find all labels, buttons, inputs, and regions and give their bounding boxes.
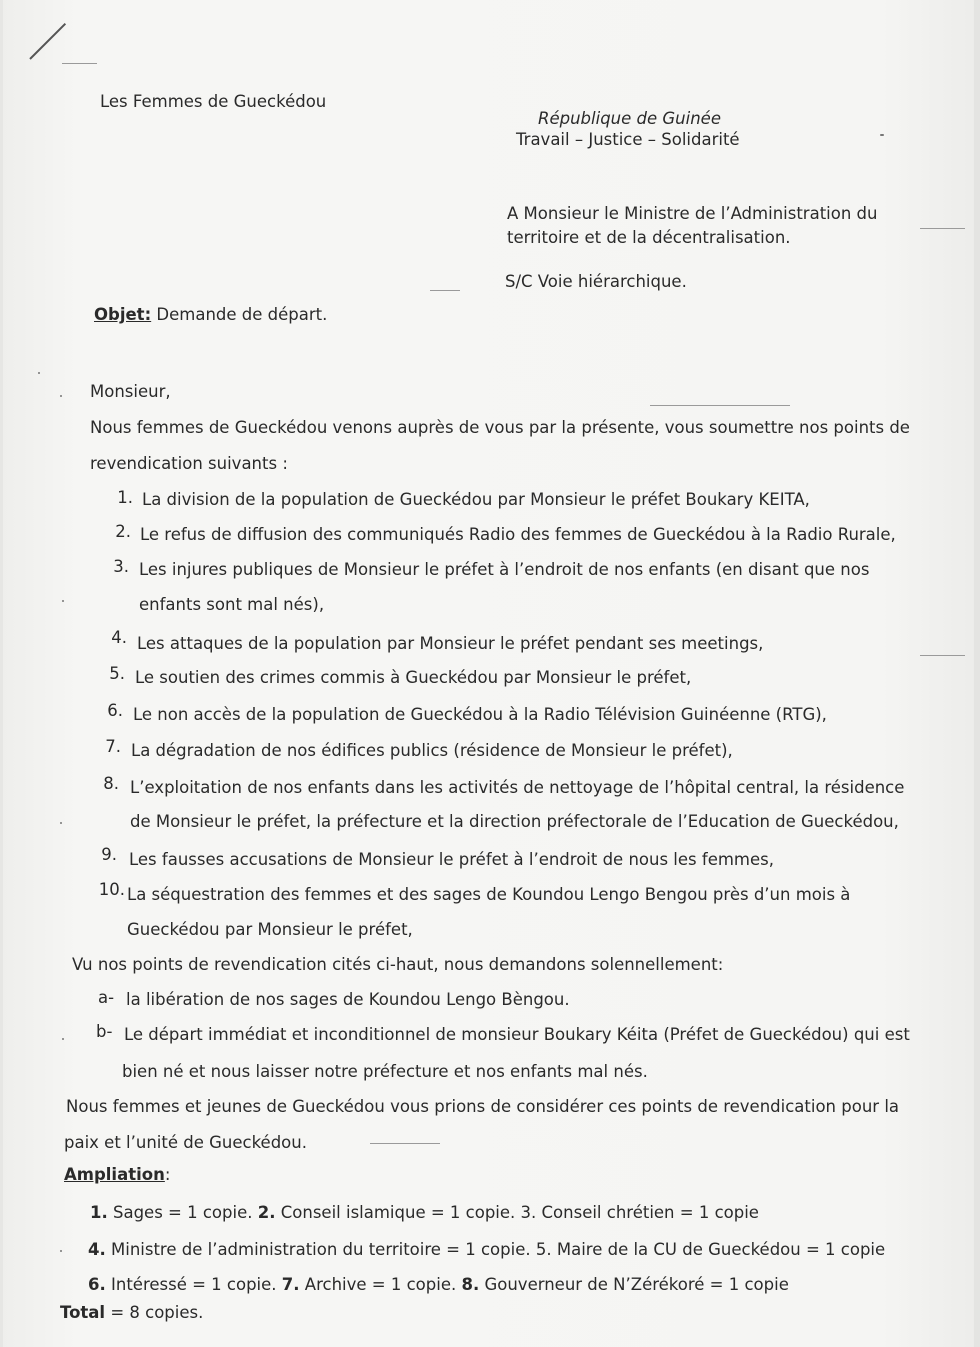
ampliation-number: 6. [88,1275,106,1294]
scan-speck [60,822,62,824]
recipient-line-2: territoire et de la décentralisation. [507,228,791,247]
closing-line-2: paix et l’unité de Gueckédou. [64,1133,307,1152]
claim-number: 6. [107,701,123,720]
demand-label: b- [96,1022,113,1041]
scan-dash [920,655,965,656]
ampliation-number: 8. [461,1275,480,1294]
claim-item-continuation: de Monsieur le préfet, la préfecture et la direction préfectorale de l’Education de Gueckédou, [130,812,899,831]
ampliation-entry: Conseil islamique = 1 copie. [280,1203,516,1222]
recipient-line-1: A Monsieur le Ministre de l’Administration du [507,204,878,223]
ampliation-heading: Ampliation [64,1165,165,1184]
page-right-edge [974,0,980,1347]
scan-dash [920,228,965,229]
ampliation-entry: Ministre de l’administration du territoire = 1 copie. [111,1240,531,1259]
claim-item: La dégradation de nos édifices publics (résidence de Monsieur le préfet), [131,741,733,760]
ampliation-number: 1. [90,1203,108,1222]
total-value: = 8 copies. [110,1303,204,1322]
claim-item: Le soutien des crimes commis à Gueckédou par Monsieur le préfet, [135,668,692,687]
republic-name: République de Guinée [538,109,721,128]
scan-speck [62,600,64,602]
ampliation-entry: 3. Conseil chrétien = 1 copie [520,1203,759,1222]
claim-item: Le non accès de la population de Gueckédou à la Radio Télévision Guinéenne (RTG), [133,705,827,724]
intro-line-1: Nous femmes de Gueckédou venons auprès de vous par la présente, vous soumettre nos points de [90,418,910,437]
claim-number: 4. [111,628,127,647]
demand-label: a- [98,988,115,1007]
claim-item: Les attaques de la population par Monsieur le préfet pendant ses meetings, [137,634,764,653]
scan-speck [38,372,40,374]
scan-speck [62,1038,64,1040]
ampliation-entry: Gouverneur de N’Zérékoré = 1 copie [484,1275,789,1294]
ampliation-entry: Sages = 1 copie. [113,1203,253,1222]
subject-line [94,305,327,325]
scan-dash [370,1143,440,1144]
ampliation-number: 7. [281,1275,300,1294]
claim-item: Les injures publiques de Monsieur le préfet à l’endroit de nos enfants (en disant que nos [139,560,870,579]
ampliation-row-1 [90,1203,759,1223]
claim-number: 1. [117,488,133,507]
demands-intro: Vu nos points de revendication cités ci-haut, nous demandons solennellement: [72,955,724,974]
ampliation-row-2 [88,1240,885,1260]
claim-number: 10. [98,880,125,899]
recipient-channel: S/C Voie hiérarchique. [505,272,687,291]
closing-line-1: Nous femmes et jeunes de Gueckédou vous prions de considérer ces points de revendication pour la [66,1097,900,1116]
total-line [60,1303,203,1323]
scan-dash [62,63,97,64]
pen-stroke-mark [29,23,66,60]
republic-motto: Travail – Justice – Solidarité [516,130,740,149]
ampliation-number: 4. [88,1240,106,1259]
claim-item: La séquestration des femmes et des sages de Koundou Lengo Bengou près d’un mois à [127,885,851,904]
page-left-edge [0,0,3,1347]
salutation: Monsieur, [90,382,171,401]
claim-number: 5. [109,664,125,683]
sender-name: Les Femmes de Gueckédou [100,92,327,111]
subject-label: Objet: [94,305,152,324]
claim-item: La division de la population de Gueckédou par Monsieur le préfet Boukary KEITA, [142,490,810,509]
claim-item-continuation: Gueckédou par Monsieur le préfet, [127,920,413,939]
claim-item: Le refus de diffusion des communiqués Radio des femmes de Gueckédou à la Radio Rurale, [140,525,896,544]
scan-dash [650,405,790,406]
claim-number: 8. [103,774,119,793]
claim-number: 7. [105,737,121,756]
demand-item: la libération de nos sages de Koundou Lengo Bèngou. [126,990,570,1009]
ampliation-heading-line [64,1165,170,1185]
demand-item-continuation: bien né et nous laisser notre préfecture et nos enfants mal nés. [122,1062,648,1081]
claim-number: 3. [113,557,129,576]
ampliation-entry: 5. Maire de la CU de Gueckédou = 1 copie [535,1240,886,1259]
claim-number: 2. [115,522,131,541]
claim-number: 9. [101,845,117,864]
scan-speck [880,134,884,136]
demand-item: Le départ immédiat et inconditionnel de monsieur Boukary Kéita (Préfet de Gueckédou) qui est [124,1025,910,1044]
scan-dash [430,290,460,291]
ampliation-entry: Intéressé = 1 copie. [111,1275,277,1294]
ampliation-number: 2. [257,1203,276,1222]
claim-item: Les fausses accusations de Monsieur le préfet à l’endroit de nous les femmes, [129,850,774,869]
claim-item: L’exploitation de nos enfants dans les activités de nettoyage de l’hôpital central, la résidence [130,778,905,797]
claim-item-continuation: enfants sont mal nés), [139,595,325,614]
scan-speck [60,1250,62,1252]
scan-speck [60,395,62,397]
ampliation-entry: Archive = 1 copie. [304,1275,457,1294]
total-label: Total [60,1303,106,1322]
intro-line-2: revendication suivants : [90,454,288,473]
ampliation-colon: : [164,1165,171,1184]
ampliation-row-3 [88,1275,789,1295]
subject-text: Demande de départ. [156,305,328,324]
